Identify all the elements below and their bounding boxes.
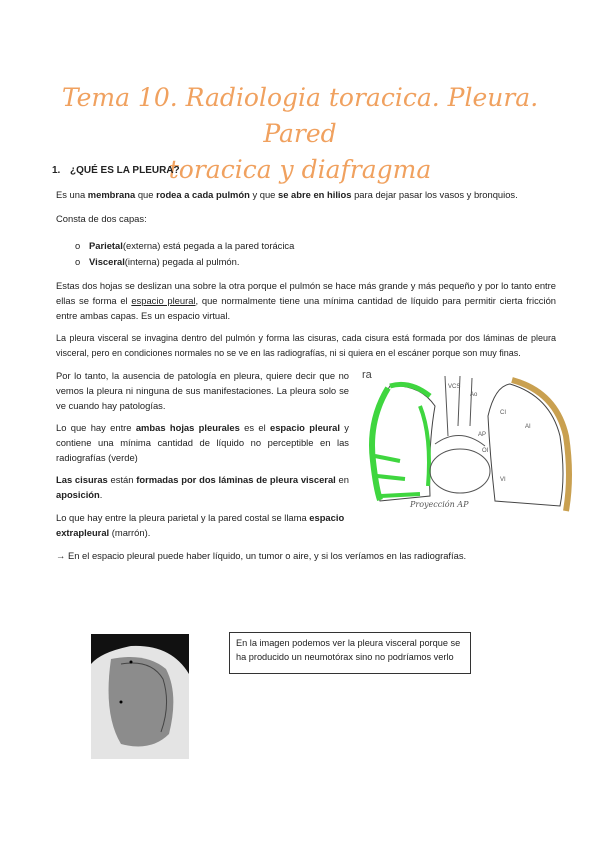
label-ao: Ao	[470, 392, 478, 398]
bold-text: Las cisuras	[56, 474, 108, 485]
diagram-corner-label: ra	[362, 369, 372, 381]
text: Lo que hay entre	[56, 422, 136, 433]
bold-text: se abre en hilios	[278, 189, 352, 200]
layer-name: Parietal	[89, 240, 123, 251]
text: y contiene una mínima cantidad de líquido no perceptible en las radiografías (verde)	[56, 422, 349, 463]
text: y que	[249, 189, 279, 200]
pleural-space-green	[372, 388, 388, 500]
heart-outline	[430, 449, 490, 493]
paragraph-extrapleural	[56, 510, 346, 540]
text: , que normalmente tiene una mínima cantidad de líquido para permitir cierta fricción entre ambas capas. Es un espacio virtual.	[56, 295, 556, 321]
diagram-caption: Proyección AP	[410, 500, 469, 509]
paragraph-espacio-pleural	[56, 420, 349, 465]
image-caption-box: En la imagen podemos ver la pleura visceral porque se ha producido un neumotórax sino no podríamos verlo	[229, 632, 471, 674]
text: para dejar pasar los vasos y bronquios.	[351, 189, 518, 200]
text: .	[99, 489, 103, 500]
arrow-note: → En el espacio pleural puede haber líquido, un tumor o aire, y si los veríamos en las radiografías.	[56, 550, 467, 561]
extrapleural-brown	[512, 380, 569, 511]
paragraph-cisuras: La pleura visceral se invagina dentro del pulmón y forma las cisuras, cada cisura está formada por dos láminas de pleura visceral, pero en condiciones normales no se ve en las radiografías, ni si quiera en el escáner porque son muy finas.	[56, 333, 556, 358]
text: es el	[239, 422, 270, 433]
paragraph-cisuras-aposicion	[56, 472, 349, 502]
bold-text: rodea a cada pulmón	[156, 189, 250, 200]
layers-list	[75, 238, 294, 270]
paragraph-ausencia: Por lo tanto, la ausencia de patología en pleura, quiere decir que no vemos la pleura ni ninguna de sus manifestaciones. La pleura solo se ve cuando hay patologías.	[56, 370, 349, 411]
label-ap: AP	[478, 432, 487, 438]
text: Lo que hay entre la pleura parietal y la pared costal se llama	[56, 512, 310, 523]
title-line-2: toracica y diafragma	[168, 155, 432, 184]
title-line-1: Tema 10. Radiologia toracica. Pleura. Pared	[61, 83, 539, 148]
text: en	[335, 474, 349, 485]
layer-detail: (externa) está pegada a la pared torácica	[122, 240, 295, 251]
ct-marker-top	[130, 661, 133, 664]
ct-marker-bottom	[120, 701, 123, 704]
text: están	[107, 474, 137, 485]
bullet-marker: o	[75, 240, 81, 251]
pleura-diagram	[360, 366, 580, 526]
label-vcs: VCS	[448, 384, 461, 390]
intro-paragraph	[56, 187, 546, 202]
bold-text: formadas por dos láminas de pleura visceral	[136, 474, 336, 485]
label-ci: CI	[500, 410, 506, 416]
bold-text: espacio extrapleural	[56, 512, 345, 538]
ct-scan-image	[91, 634, 189, 759]
section-heading-text: ¿QUÉ ES LA PLEURA?	[70, 165, 180, 176]
layer-detail: (interna) pegada al pulmón.	[124, 256, 240, 267]
bold-text: membrana	[87, 189, 136, 200]
ct-lung-field	[109, 657, 174, 747]
label-oi: OI	[482, 448, 489, 454]
layer-name: Visceral	[89, 256, 125, 267]
underlined-term: espacio pleural	[131, 295, 196, 306]
text: Es una	[56, 189, 88, 200]
bold-text: espacio pleural	[270, 422, 340, 433]
section-heading	[52, 165, 180, 176]
text: Estas dos hojas se deslizan una sobre la otra porque el pulmón se hace más grande y más pequeño y por lo tanto entre ellas se forma el	[56, 280, 556, 306]
label-vi: VI	[500, 477, 506, 483]
bold-text: ambas hojas pleurales	[135, 422, 240, 433]
text: que	[135, 189, 157, 200]
pleural-apex-green	[390, 384, 430, 396]
list-item	[75, 254, 294, 270]
list-item	[75, 238, 294, 254]
bold-text: aposición	[56, 489, 100, 500]
cisura-green	[375, 456, 420, 496]
layers-intro: Consta de dos capas:	[56, 213, 147, 224]
paragraph-sliding	[56, 278, 556, 323]
section-number: 1.	[52, 165, 61, 176]
label-ai: AI	[525, 424, 531, 430]
text: (marrón).	[109, 527, 151, 538]
bullet-marker: o	[75, 256, 81, 267]
mediastinal-pleura-green	[420, 406, 429, 486]
